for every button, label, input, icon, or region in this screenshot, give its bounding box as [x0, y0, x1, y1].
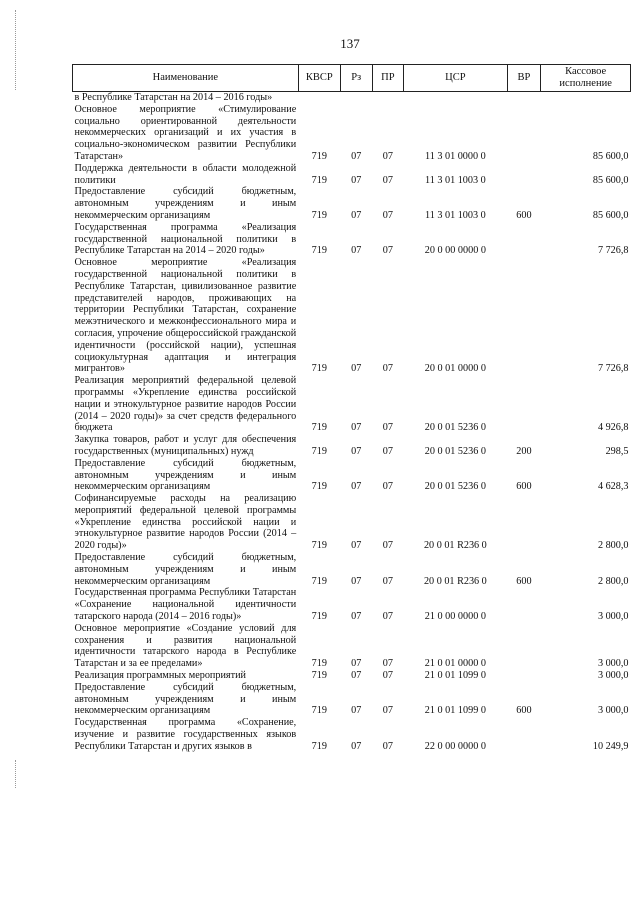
row-pr-cell: 07	[382, 174, 393, 186]
row-name-cell: Реализация программных мероприятий	[74, 670, 246, 682]
row-name-cell: Предоставление субсидий бюджетным, автономным учреждениям и иным некоммерческим организациям	[74, 457, 297, 493]
row-kvsr-cell: 719	[311, 209, 327, 221]
row-csr-cell: 20 0 01 5236 0	[424, 422, 486, 434]
row-rz-cell: 07	[351, 705, 362, 717]
row-csr-cell: 20 0 01 5236 0	[424, 445, 486, 457]
row-name-cell: Основное мероприятие «Стимулирование социально ориентированной деятельности некоммерческих организаций и их участия в социально-экономическом развитии Республики Татарстан»	[74, 103, 297, 162]
row-rz-cell: 07	[351, 445, 362, 457]
row-vr-cell	[507, 587, 541, 622]
row-rz-cell	[340, 92, 372, 104]
row-pr-cell: 07	[382, 658, 393, 670]
row-rz-cell: 07	[351, 481, 362, 493]
table-row	[73, 222, 631, 257]
row-vr-cell	[507, 163, 541, 187]
row-vr-cell	[507, 493, 541, 552]
row-vr-cell: 600	[516, 481, 532, 493]
row-amount-cell: 2 800,0	[597, 540, 629, 552]
row-kvsr-cell: 719	[311, 705, 327, 717]
row-vr-cell: 600	[516, 705, 532, 717]
row-pr-cell: 07	[382, 445, 393, 457]
row-rz-cell: 07	[351, 150, 362, 162]
row-rz-cell: 07	[351, 363, 362, 375]
row-name-cell: Закупка товаров, работ и услуг для обеспечения государственных (муниципальных) нужд	[74, 434, 297, 457]
table-row	[73, 670, 631, 682]
row-rz-cell: 07	[351, 174, 362, 186]
table-row	[73, 587, 631, 622]
row-csr-cell: 20 0 01 0000 0	[424, 363, 486, 375]
row-pr-cell: 07	[382, 150, 393, 162]
row-amount-cell: 2 800,0	[597, 575, 629, 587]
table-row	[73, 257, 631, 375]
row-name-cell: Основное мероприятие «Создание условий для сохранения и развития национальной идентичности татарского народа в Республике Татарстан и за ее пределами»	[74, 622, 297, 670]
row-rz-cell: 07	[351, 422, 362, 434]
row-csr-cell: 22 0 00 0000 0	[424, 740, 486, 752]
table-row	[73, 682, 631, 717]
column-header-kvsr: КВСР	[298, 65, 340, 92]
row-kvsr-cell: 719	[311, 740, 327, 752]
table-row	[73, 375, 631, 434]
row-kvsr-cell: 719	[311, 481, 327, 493]
row-pr-cell: 07	[382, 481, 393, 493]
row-csr-cell: 11 3 01 1003 0	[424, 209, 486, 221]
table-row	[73, 493, 631, 552]
column-header-name: Наименование	[73, 65, 299, 92]
row-kvsr-cell: 719	[311, 540, 327, 552]
row-amount-cell: 3 000,0	[597, 705, 629, 717]
row-amount-cell: 85 600,0	[592, 150, 629, 162]
row-kvsr-cell: 719	[311, 658, 327, 670]
row-amount-cell: 3 000,0	[597, 611, 629, 623]
row-name-cell: Предоставление субсидий бюджетным, автономным учреждениям и иным некоммерческим организациям	[74, 681, 297, 717]
row-pr-cell: 07	[382, 575, 393, 587]
row-amount-cell: 85 600,0	[592, 209, 629, 221]
row-rz-cell: 07	[351, 611, 362, 623]
row-vr-cell: 600	[516, 575, 532, 587]
page-number: 137	[340, 36, 360, 51]
budget-execution-table	[72, 64, 631, 753]
table-row	[73, 186, 631, 221]
table-row	[73, 717, 631, 752]
column-header-rz: Рз	[340, 65, 372, 92]
row-amount-cell: 3 000,0	[597, 670, 629, 682]
row-csr-cell: 21 0 00 0000 0	[424, 611, 486, 623]
row-amount-cell: 85 600,0	[592, 174, 629, 186]
row-pr-cell: 07	[382, 422, 393, 434]
row-amount-cell: 298,5	[605, 445, 629, 457]
row-pr-cell: 07	[382, 245, 393, 257]
row-csr-cell: 21 0 01 1099 0	[424, 670, 486, 682]
table-row	[73, 104, 631, 163]
row-pr-cell: 07	[382, 209, 393, 221]
row-vr-cell	[507, 222, 541, 257]
row-rz-cell: 07	[351, 658, 362, 670]
row-amount-cell: 3 000,0	[597, 658, 629, 670]
table-row	[73, 163, 631, 187]
margin-dotted-line	[15, 760, 16, 788]
row-amount-cell: 10 249,9	[592, 740, 629, 752]
row-name-cell: Государственная программа «Сохранение, изучение и развитие государственных языков Республики Татарстан и других языков в	[74, 717, 297, 752]
row-vr-cell: 600	[516, 209, 532, 221]
row-kvsr-cell: 719	[311, 174, 327, 186]
table-row	[73, 458, 631, 493]
row-vr-cell: 200	[516, 445, 532, 457]
row-pr-cell: 07	[382, 611, 393, 623]
row-csr-cell: 20 0 01 5236 0	[424, 481, 486, 493]
row-amount-cell	[541, 92, 631, 104]
row-csr-cell: 11 3 01 1003 0	[424, 174, 486, 186]
row-csr-cell: 20 0 01 R236 0	[423, 540, 487, 552]
column-header-exec: Кассовое исполнение	[541, 65, 631, 92]
row-vr-cell	[507, 257, 541, 375]
row-rz-cell: 07	[351, 209, 362, 221]
row-vr-cell	[507, 623, 541, 670]
row-kvsr-cell: 719	[311, 670, 327, 682]
row-pr-cell	[372, 92, 404, 104]
table-header-row	[73, 65, 631, 92]
row-pr-cell: 07	[382, 363, 393, 375]
row-amount-cell: 4 628,3	[597, 481, 629, 493]
row-kvsr-cell: 719	[311, 245, 327, 257]
row-kvsr-cell: 719	[311, 422, 327, 434]
row-csr-cell: 20 0 01 R236 0	[423, 575, 487, 587]
row-name-cell: Предоставление субсидий бюджетным, автономным учреждениям и иным некоммерческим организациям	[74, 552, 297, 587]
row-rz-cell: 07	[351, 540, 362, 552]
row-vr-cell	[507, 670, 541, 682]
row-name-cell: Основное мероприятие «Реализация государственной национальной политики в Республике Татарстан, цивилизованное развитие представителей народов, проживающих на территории Республики Татарстан, сохранение межэтнического и межконфессионального мира и согласия, упрочение общероссийской гражданской идентичности (российской нации), успешная социокультурная адаптация и интеграция мигрантов»	[74, 257, 297, 375]
row-kvsr-cell: 719	[311, 150, 327, 162]
column-header-csr: ЦСР	[404, 65, 507, 92]
row-csr-cell	[404, 92, 507, 104]
row-csr-cell: 11 3 01 0000 0	[424, 150, 486, 162]
row-name-cell: Государственная программа Республики Татарстан «Сохранение национальной идентичности татарского народа (2014 – 2016 годы)»	[74, 587, 297, 623]
row-rz-cell: 07	[351, 245, 362, 257]
row-name-cell: Предоставление субсидий бюджетным, автономным учреждениям и иным некоммерческим организациям	[74, 186, 297, 221]
row-csr-cell: 21 0 01 0000 0	[424, 658, 486, 670]
row-vr-cell	[507, 375, 541, 434]
row-kvsr-cell: 719	[311, 611, 327, 623]
table-row	[73, 623, 631, 670]
row-vr-cell	[507, 717, 541, 752]
row-amount-cell: 7 726,8	[597, 245, 629, 257]
row-pr-cell: 07	[382, 670, 393, 682]
row-amount-cell: 7 726,8	[597, 363, 629, 375]
column-header-vr: ВР	[507, 65, 541, 92]
row-kvsr-cell	[298, 92, 340, 104]
table-row	[73, 92, 631, 104]
row-rz-cell: 07	[351, 670, 362, 682]
row-pr-cell: 07	[382, 705, 393, 717]
row-vr-cell	[507, 92, 541, 104]
row-kvsr-cell: 719	[311, 363, 327, 375]
row-pr-cell: 07	[382, 740, 393, 752]
row-kvsr-cell: 719	[311, 575, 327, 587]
row-rz-cell: 07	[351, 575, 362, 587]
column-header-pr: ПР	[372, 65, 404, 92]
row-name-cell: в Республике Татарстан на 2014 – 2016 годы»	[74, 92, 273, 103]
row-csr-cell: 20 0 00 0000 0	[424, 245, 486, 257]
row-name-cell: Поддержка деятельности в области молодежной политики	[74, 162, 297, 186]
table-row	[73, 552, 631, 587]
table-row	[73, 434, 631, 458]
row-csr-cell: 21 0 01 1099 0	[424, 705, 486, 717]
row-kvsr-cell: 719	[311, 445, 327, 457]
row-name-cell: Реализация мероприятий федеральной целевой программы «Укрепление единства российской нации и этнокультурное развитие народов России (2014 – 2020 годы)» за счет средств федерального бюджета	[74, 375, 297, 434]
row-rz-cell: 07	[351, 740, 362, 752]
row-name-cell: Государственная программа «Реализация государственной национальной политики в Республике Татарстан на 2014 – 2020 годы»	[74, 221, 297, 257]
row-pr-cell: 07	[382, 540, 393, 552]
row-vr-cell	[507, 104, 541, 163]
row-amount-cell: 4 926,8	[597, 422, 629, 434]
row-name-cell: Софинансируемые расходы на реализацию мероприятий федеральной целевой программы «Укрепление единства российской нации и этнокультурное развитие народов России (2014 – 2020 годы)»	[74, 493, 297, 552]
